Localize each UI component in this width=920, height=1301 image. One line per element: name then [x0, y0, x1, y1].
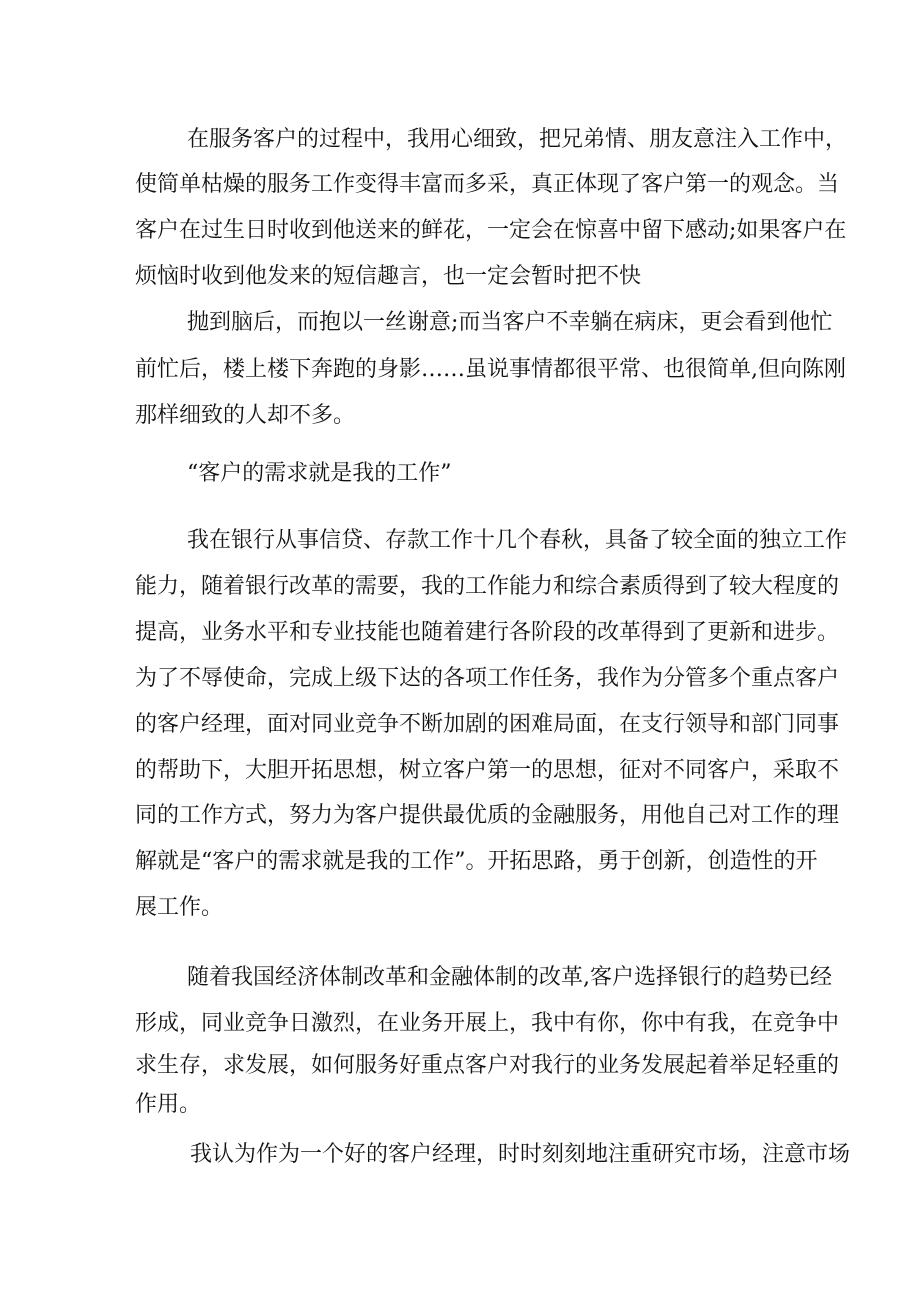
text-line: 的帮助下，大胆开拓思想，树立客户第一的思想，征对不同客户，采取不 [135, 758, 840, 783]
text-line: 那样细致的人却不多。 [135, 403, 356, 428]
text-line: 提高，业务水平和专业技能也随着建行各阶段的改革得到了更新和进步。 [135, 620, 840, 645]
text-line: 求生存，求发展，如何服务好重点客户对我行的业务发展起着举足轻重的 [135, 1053, 840, 1078]
text-line: 作用。 [135, 1092, 202, 1117]
text-line: 的客户经理，面对同业竞争不断加剧的困难局面，在支行领导和部门同事 [135, 712, 840, 737]
text-line: 使简单枯燥的服务工作变得丰富而多采，真正体现了客户第一的观念。当 [135, 172, 840, 197]
text-line: 抛到脑后，而抱以一丝谢意;而当客户不幸躺在病床，更会看到他忙 [187, 310, 833, 335]
section-heading: “客户的需求就是我的工作” [187, 461, 452, 486]
text-line: 为了不辱使命，完成上级下达的各项工作任务，我作为分管多个重点客户 [135, 666, 840, 691]
text-line: 同的工作方式，努力为客户提供最优质的金融服务，用他自己对工作的理 [135, 803, 840, 828]
text-line: 烦恼时收到他发来的短信趣言，也一定会暂时把不快 [135, 264, 642, 289]
text-line: 客户在过生日时收到他送来的鲜花，一定会在惊喜中留下感动;如果客户在 [135, 218, 847, 243]
text-line: 我认为作为一个好的客户经理，时时刻刻地注重研究市场，注意市场 [190, 1142, 851, 1167]
text-line: 能力，随着银行改革的需要，我的工作能力和综合素质得到了较大程度的 [135, 574, 840, 599]
text-line: 前忙后，楼上楼下奔跑的身影……虽说事情都很平常、也很简单,但向陈刚 [135, 357, 846, 382]
text-line: 解就是“客户的需求就是我的工作”。开拓思路，勇于创新，创造性的开 [135, 849, 818, 874]
text-line: 我在银行从事信贷、存款工作十几个春秋，具备了较全面的独立工作 [187, 528, 848, 553]
text-line: 形成，同业竞争日激烈，在业务开展上，我中有你，你中有我，在竞争中 [135, 1011, 840, 1036]
text-line: 随着我国经济体制改革和金融体制的改革,客户选择银行的趋势已经 [187, 965, 832, 990]
text-line: 在服务客户的过程中，我用心细致，把兄弟情、朋友意注入工作中， [187, 127, 848, 152]
text-line: 展工作。 [135, 895, 224, 920]
